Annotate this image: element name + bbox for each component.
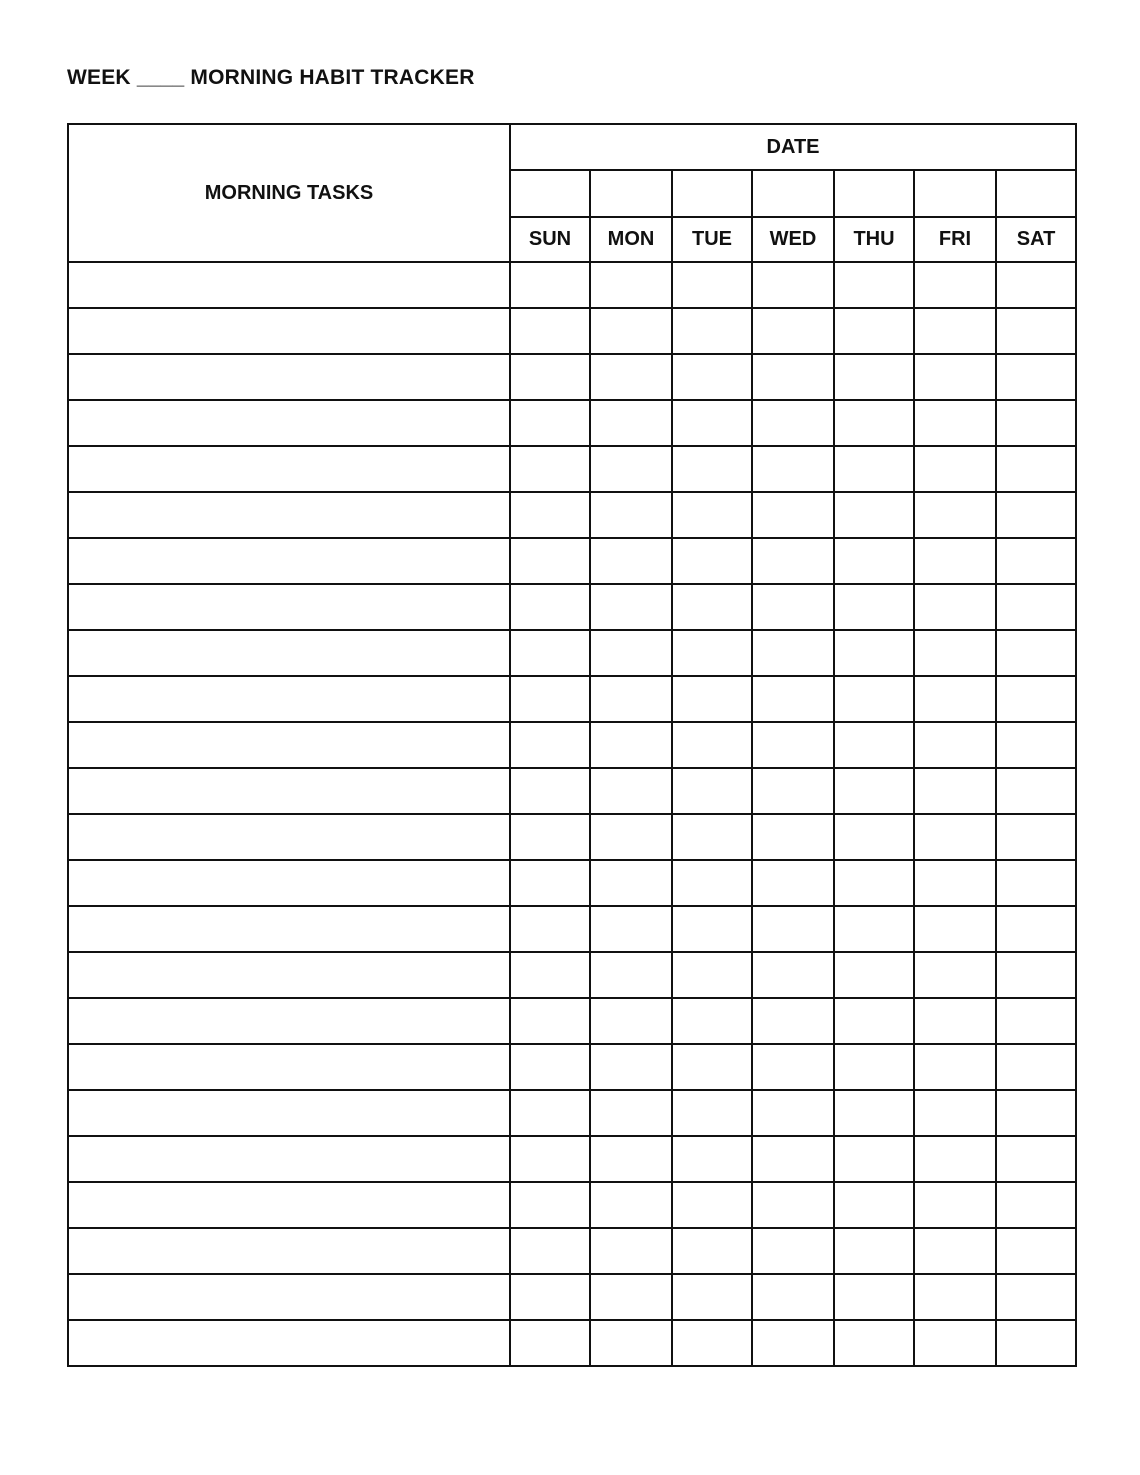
check-cell-sun[interactable] <box>510 538 590 584</box>
check-cell-sat[interactable] <box>996 400 1076 446</box>
table-row <box>68 1044 1076 1090</box>
check-cell-mon[interactable] <box>590 860 672 906</box>
check-cell-sun[interactable] <box>510 584 590 630</box>
day-header-thu: THU <box>834 217 914 262</box>
check-cell-tue[interactable] <box>672 584 752 630</box>
check-cell-tue[interactable] <box>672 630 752 676</box>
check-cell-tue[interactable] <box>672 400 752 446</box>
check-cell-wed[interactable] <box>752 308 834 354</box>
table-row <box>68 1136 1076 1182</box>
table-row <box>68 860 1076 906</box>
check-cell-thu[interactable] <box>834 400 914 446</box>
check-cell-wed[interactable] <box>752 814 834 860</box>
check-cell-wed[interactable] <box>752 722 834 768</box>
check-cell-fri[interactable] <box>914 906 996 952</box>
check-cell-sun[interactable] <box>510 1182 590 1228</box>
check-cell-sat[interactable] <box>996 860 1076 906</box>
check-cell-wed[interactable] <box>752 400 834 446</box>
task-cell[interactable] <box>68 400 510 446</box>
check-cell-tue[interactable] <box>672 1320 752 1366</box>
check-cell-sat[interactable] <box>996 492 1076 538</box>
table-row <box>68 952 1076 998</box>
day-header-sat: SAT <box>996 217 1076 262</box>
check-cell-mon[interactable] <box>590 768 672 814</box>
table-row <box>68 1228 1076 1274</box>
task-cell[interactable] <box>68 768 510 814</box>
check-cell-sun[interactable] <box>510 262 590 308</box>
check-cell-thu[interactable] <box>834 676 914 722</box>
table-row <box>68 814 1076 860</box>
check-cell-thu[interactable] <box>834 538 914 584</box>
check-cell-fri[interactable] <box>914 1228 996 1274</box>
check-cell-sat[interactable] <box>996 1090 1076 1136</box>
check-cell-tue[interactable] <box>672 722 752 768</box>
check-cell-tue[interactable] <box>672 308 752 354</box>
day-header-tue: TUE <box>672 217 752 262</box>
check-cell-tue[interactable] <box>672 676 752 722</box>
check-cell-wed[interactable] <box>752 584 834 630</box>
table-row <box>68 262 1076 308</box>
check-cell-mon[interactable] <box>590 1044 672 1090</box>
check-cell-wed[interactable] <box>752 860 834 906</box>
table-row <box>68 676 1076 722</box>
check-cell-mon[interactable] <box>590 998 672 1044</box>
table-row <box>68 998 1076 1044</box>
table-row <box>68 308 1076 354</box>
check-cell-mon[interactable] <box>590 814 672 860</box>
check-cell-wed[interactable] <box>752 354 834 400</box>
check-cell-sat[interactable] <box>996 676 1076 722</box>
task-cell[interactable] <box>68 446 510 492</box>
check-cell-fri[interactable] <box>914 630 996 676</box>
check-cell-wed[interactable] <box>752 906 834 952</box>
check-cell-tue[interactable] <box>672 1044 752 1090</box>
check-cell-sun[interactable] <box>510 814 590 860</box>
check-cell-sun[interactable] <box>510 354 590 400</box>
check-cell-wed[interactable] <box>752 630 834 676</box>
date-cell-thu[interactable] <box>834 170 914 217</box>
check-cell-sun[interactable] <box>510 1090 590 1136</box>
task-cell[interactable] <box>68 722 510 768</box>
check-cell-wed[interactable] <box>752 446 834 492</box>
check-cell-mon[interactable] <box>590 1182 672 1228</box>
check-cell-sun[interactable] <box>510 676 590 722</box>
check-cell-mon[interactable] <box>590 722 672 768</box>
check-cell-fri[interactable] <box>914 584 996 630</box>
check-cell-tue[interactable] <box>672 1274 752 1320</box>
task-rows <box>68 262 1076 1366</box>
check-cell-fri[interactable] <box>914 1090 996 1136</box>
date-header: DATE <box>510 124 1076 170</box>
check-cell-sun[interactable] <box>510 906 590 952</box>
check-cell-tue[interactable] <box>672 1090 752 1136</box>
check-cell-thu[interactable] <box>834 814 914 860</box>
check-cell-wed[interactable] <box>752 952 834 998</box>
check-cell-tue[interactable] <box>672 262 752 308</box>
check-cell-wed[interactable] <box>752 1044 834 1090</box>
check-cell-fri[interactable] <box>914 1274 996 1320</box>
check-cell-fri[interactable] <box>914 308 996 354</box>
check-cell-wed[interactable] <box>752 1320 834 1366</box>
check-cell-fri[interactable] <box>914 722 996 768</box>
check-cell-tue[interactable] <box>672 768 752 814</box>
check-cell-mon[interactable] <box>590 354 672 400</box>
check-cell-wed[interactable] <box>752 998 834 1044</box>
page-title: WEEK ____ MORNING HABIT TRACKER <box>67 66 475 89</box>
date-cell-mon[interactable] <box>590 170 672 217</box>
check-cell-tue[interactable] <box>672 860 752 906</box>
task-cell[interactable] <box>68 1090 510 1136</box>
task-cell[interactable] <box>68 538 510 584</box>
check-cell-fri[interactable] <box>914 814 996 860</box>
task-cell[interactable] <box>68 906 510 952</box>
morning-tasks-header: MORNING TASKS <box>68 124 510 262</box>
check-cell-sun[interactable] <box>510 630 590 676</box>
check-cell-thu[interactable] <box>834 998 914 1044</box>
check-cell-wed[interactable] <box>752 262 834 308</box>
table-row <box>68 722 1076 768</box>
check-cell-fri[interactable] <box>914 676 996 722</box>
check-cell-mon[interactable] <box>590 630 672 676</box>
check-cell-mon[interactable] <box>590 446 672 492</box>
check-cell-thu[interactable] <box>834 262 914 308</box>
task-cell[interactable] <box>68 354 510 400</box>
check-cell-wed[interactable] <box>752 538 834 584</box>
check-cell-fri[interactable] <box>914 952 996 998</box>
check-cell-sun[interactable] <box>510 446 590 492</box>
date-cell-tue[interactable] <box>672 170 752 217</box>
check-cell-sun[interactable] <box>510 1136 590 1182</box>
task-cell[interactable] <box>68 630 510 676</box>
table-row <box>68 906 1076 952</box>
check-cell-sat[interactable] <box>996 584 1076 630</box>
table-row <box>68 400 1076 446</box>
task-cell[interactable] <box>68 860 510 906</box>
date-cell-sat[interactable] <box>996 170 1076 217</box>
check-cell-sat[interactable] <box>996 1274 1076 1320</box>
check-cell-wed[interactable] <box>752 1182 834 1228</box>
check-cell-fri[interactable] <box>914 538 996 584</box>
check-cell-tue[interactable] <box>672 1182 752 1228</box>
check-cell-sat[interactable] <box>996 1044 1076 1090</box>
check-cell-mon[interactable] <box>590 492 672 538</box>
check-cell-sat[interactable] <box>996 814 1076 860</box>
date-cell-sun[interactable] <box>510 170 590 217</box>
check-cell-thu[interactable] <box>834 1274 914 1320</box>
check-cell-thu[interactable] <box>834 308 914 354</box>
check-cell-thu[interactable] <box>834 1182 914 1228</box>
check-cell-mon[interactable] <box>590 1274 672 1320</box>
check-cell-sun[interactable] <box>510 492 590 538</box>
habit-tracker-table <box>67 123 1077 1367</box>
check-cell-sun[interactable] <box>510 952 590 998</box>
task-cell[interactable] <box>68 584 510 630</box>
check-cell-tue[interactable] <box>672 446 752 492</box>
check-cell-fri[interactable] <box>914 446 996 492</box>
check-cell-mon[interactable] <box>590 262 672 308</box>
check-cell-sat[interactable] <box>996 768 1076 814</box>
check-cell-fri[interactable] <box>914 1182 996 1228</box>
check-cell-mon[interactable] <box>590 538 672 584</box>
table-row <box>68 538 1076 584</box>
check-cell-fri[interactable] <box>914 262 996 308</box>
table-row <box>68 1182 1076 1228</box>
check-cell-thu[interactable] <box>834 952 914 998</box>
check-cell-wed[interactable] <box>752 1090 834 1136</box>
check-cell-fri[interactable] <box>914 1136 996 1182</box>
table-row <box>68 492 1076 538</box>
check-cell-thu[interactable] <box>834 630 914 676</box>
check-cell-mon[interactable] <box>590 952 672 998</box>
check-cell-thu[interactable] <box>834 354 914 400</box>
table-row <box>68 1274 1076 1320</box>
check-cell-fri[interactable] <box>914 860 996 906</box>
check-cell-fri[interactable] <box>914 768 996 814</box>
day-header-sun: SUN <box>510 217 590 262</box>
task-cell[interactable] <box>68 262 510 308</box>
check-cell-thu[interactable] <box>834 492 914 538</box>
table-row <box>68 1090 1076 1136</box>
check-cell-thu[interactable] <box>834 860 914 906</box>
check-cell-thu[interactable] <box>834 1044 914 1090</box>
check-cell-mon[interactable] <box>590 584 672 630</box>
task-cell[interactable] <box>68 1228 510 1274</box>
check-cell-fri[interactable] <box>914 1044 996 1090</box>
check-cell-thu[interactable] <box>834 1320 914 1366</box>
table-row <box>68 446 1076 492</box>
check-cell-sat[interactable] <box>996 722 1076 768</box>
check-cell-sat[interactable] <box>996 906 1076 952</box>
check-cell-wed[interactable] <box>752 676 834 722</box>
task-cell[interactable] <box>68 1182 510 1228</box>
check-cell-tue[interactable] <box>672 1136 752 1182</box>
check-cell-sun[interactable] <box>510 308 590 354</box>
task-cell[interactable] <box>68 1136 510 1182</box>
check-cell-mon[interactable] <box>590 906 672 952</box>
check-cell-fri[interactable] <box>914 400 996 446</box>
day-header-wed: WED <box>752 217 834 262</box>
check-cell-sat[interactable] <box>996 1228 1076 1274</box>
check-cell-sat[interactable] <box>996 952 1076 998</box>
check-cell-sun[interactable] <box>510 998 590 1044</box>
check-cell-tue[interactable] <box>672 814 752 860</box>
check-cell-mon[interactable] <box>590 676 672 722</box>
check-cell-fri[interactable] <box>914 1320 996 1366</box>
task-cell[interactable] <box>68 1320 510 1366</box>
check-cell-sat[interactable] <box>996 1136 1076 1182</box>
check-cell-wed[interactable] <box>752 1274 834 1320</box>
check-cell-mon[interactable] <box>590 400 672 446</box>
check-cell-sat[interactable] <box>996 354 1076 400</box>
check-cell-sun[interactable] <box>510 1320 590 1366</box>
check-cell-tue[interactable] <box>672 1228 752 1274</box>
check-cell-mon[interactable] <box>590 1228 672 1274</box>
check-cell-fri[interactable] <box>914 354 996 400</box>
check-cell-tue[interactable] <box>672 906 752 952</box>
day-header-mon: MON <box>590 217 672 262</box>
check-cell-thu[interactable] <box>834 768 914 814</box>
task-cell[interactable] <box>68 492 510 538</box>
check-cell-tue[interactable] <box>672 492 752 538</box>
check-cell-sun[interactable] <box>510 768 590 814</box>
task-cell[interactable] <box>68 814 510 860</box>
check-cell-sat[interactable] <box>996 446 1076 492</box>
check-cell-sun[interactable] <box>510 1274 590 1320</box>
check-cell-sun[interactable] <box>510 722 590 768</box>
check-cell-wed[interactable] <box>752 1228 834 1274</box>
check-cell-thu[interactable] <box>834 722 914 768</box>
check-cell-thu[interactable] <box>834 906 914 952</box>
date-cell-wed[interactable] <box>752 170 834 217</box>
check-cell-tue[interactable] <box>672 998 752 1044</box>
task-cell[interactable] <box>68 1274 510 1320</box>
task-cell[interactable] <box>68 952 510 998</box>
check-cell-thu[interactable] <box>834 446 914 492</box>
check-cell-thu[interactable] <box>834 1136 914 1182</box>
table-row <box>68 1320 1076 1366</box>
table-row <box>68 768 1076 814</box>
check-cell-thu[interactable] <box>834 1228 914 1274</box>
check-cell-sun[interactable] <box>510 1044 590 1090</box>
check-cell-sat[interactable] <box>996 1320 1076 1366</box>
check-cell-wed[interactable] <box>752 1136 834 1182</box>
day-header-fri: FRI <box>914 217 996 262</box>
check-cell-fri[interactable] <box>914 998 996 1044</box>
check-cell-mon[interactable] <box>590 1090 672 1136</box>
check-cell-fri[interactable] <box>914 492 996 538</box>
table-row <box>68 354 1076 400</box>
check-cell-mon[interactable] <box>590 1136 672 1182</box>
check-cell-mon[interactable] <box>590 308 672 354</box>
task-cell[interactable] <box>68 1044 510 1090</box>
check-cell-wed[interactable] <box>752 768 834 814</box>
check-cell-mon[interactable] <box>590 1320 672 1366</box>
check-cell-sat[interactable] <box>996 308 1076 354</box>
check-cell-tue[interactable] <box>672 952 752 998</box>
task-cell[interactable] <box>68 308 510 354</box>
check-cell-thu[interactable] <box>834 584 914 630</box>
check-cell-sun[interactable] <box>510 1228 590 1274</box>
table-row <box>68 584 1076 630</box>
check-cell-sun[interactable] <box>510 860 590 906</box>
check-cell-sat[interactable] <box>996 630 1076 676</box>
check-cell-sun[interactable] <box>510 400 590 446</box>
check-cell-sat[interactable] <box>996 262 1076 308</box>
task-cell[interactable] <box>68 676 510 722</box>
check-cell-thu[interactable] <box>834 1090 914 1136</box>
check-cell-sat[interactable] <box>996 538 1076 584</box>
check-cell-sat[interactable] <box>996 1182 1076 1228</box>
check-cell-tue[interactable] <box>672 354 752 400</box>
check-cell-wed[interactable] <box>752 492 834 538</box>
check-cell-sat[interactable] <box>996 998 1076 1044</box>
check-cell-tue[interactable] <box>672 538 752 584</box>
task-cell[interactable] <box>68 998 510 1044</box>
date-cell-fri[interactable] <box>914 170 996 217</box>
table-row <box>68 630 1076 676</box>
